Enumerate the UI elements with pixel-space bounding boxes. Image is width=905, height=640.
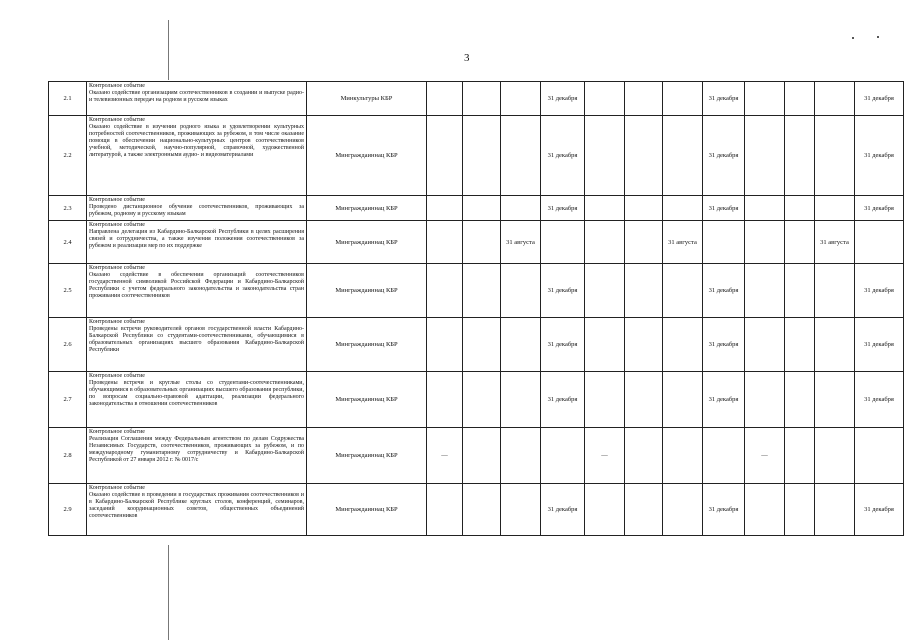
date-cell <box>663 428 703 484</box>
scan-speck <box>852 37 854 39</box>
row-number: 2.3 <box>49 196 87 221</box>
date-cell <box>785 428 815 484</box>
event-label: Контрольное событие <box>89 222 145 228</box>
date-cell <box>815 484 855 536</box>
date-cell <box>745 484 785 536</box>
event-text: Проведены встречи руководителей органов государственной власти Кабардино-Балкарской Республики со студентами-соотечественниками, обучающимися в образовательных организациях высшего образования Кабардино-Балкарской Республики <box>89 326 304 353</box>
date-cell: 31 декабря <box>703 264 745 318</box>
date-cell: 31 декабря <box>855 196 904 221</box>
date-cell: 31 декабря <box>703 318 745 372</box>
date-cell <box>815 318 855 372</box>
event-label: Контрольное событие <box>89 265 145 271</box>
date-cell <box>463 484 501 536</box>
date-cell <box>427 196 463 221</box>
event-label: Контрольное событие <box>89 197 145 203</box>
event-label: Контрольное событие <box>89 485 145 491</box>
date-cell <box>815 264 855 318</box>
date-cell: 31 декабря <box>541 264 585 318</box>
date-cell <box>427 264 463 318</box>
date-cell <box>785 264 815 318</box>
event-description <box>87 196 307 221</box>
date-cell <box>585 116 625 196</box>
page-number: 3 <box>464 52 470 64</box>
event-description <box>87 221 307 264</box>
date-cell <box>663 196 703 221</box>
table-row <box>49 318 904 372</box>
date-cell <box>855 428 904 484</box>
date-cell <box>625 116 663 196</box>
date-cell: 31 декабря <box>855 116 904 196</box>
responsible-org: Минграждаиннац КБР <box>307 372 427 428</box>
date-cell: 31 декабря <box>703 82 745 116</box>
date-cell <box>703 221 745 264</box>
responsible-org: Минграждаиннац КБР <box>307 428 427 484</box>
row-number: 2.5 <box>49 264 87 318</box>
date-cell <box>427 116 463 196</box>
table-row <box>49 264 904 318</box>
date-cell <box>703 428 745 484</box>
date-cell <box>785 196 815 221</box>
date-cell <box>785 372 815 428</box>
date-cell <box>541 221 585 264</box>
date-cell: — <box>427 428 463 484</box>
event-description <box>87 116 307 196</box>
date-cell <box>463 116 501 196</box>
date-cell <box>745 372 785 428</box>
responsible-org: Минграждаиннац КБР <box>307 318 427 372</box>
date-cell <box>463 264 501 318</box>
event-text: Оказано содействие в изучении родного языка и удовлетворении культурных потребностей соотечественников, проживающих за рубежом, в том числе оказание помощи в обеспечении национально-культурных центров соотечественников учебной, методической, научно-популярной, справочной, художественной литературой, а также электронными аудио- и видеоматериалами <box>89 124 304 158</box>
date-cell <box>625 318 663 372</box>
date-cell <box>745 318 785 372</box>
date-cell: 31 декабря <box>703 116 745 196</box>
date-cell: 31 декабря <box>855 484 904 536</box>
event-label: Контрольное событие <box>89 319 145 325</box>
event-text: Оказано содействие организациям соотечественников в создании и выпуске радио- и телевизионных передач на родном и русском языках <box>89 90 304 103</box>
date-cell <box>427 82 463 116</box>
scan-speck <box>877 36 879 38</box>
date-cell: 31 декабря <box>541 318 585 372</box>
row-number: 2.1 <box>49 82 87 116</box>
date-cell: — <box>585 428 625 484</box>
date-cell <box>625 196 663 221</box>
events-table <box>48 81 904 536</box>
date-cell: 31 декабря <box>855 264 904 318</box>
date-cell <box>463 428 501 484</box>
scan-fold-line <box>168 20 169 80</box>
date-cell: 31 декабря <box>703 484 745 536</box>
date-cell: 31 декабря <box>703 196 745 221</box>
event-label: Контрольное событие <box>89 117 145 123</box>
date-cell: 31 декабря <box>855 372 904 428</box>
table-row <box>49 196 904 221</box>
date-cell: 31 декабря <box>541 372 585 428</box>
date-cell <box>501 372 541 428</box>
responsible-org: Минграждаиннац КБР <box>307 484 427 536</box>
event-label: Контрольное событие <box>89 373 145 379</box>
date-cell <box>815 196 855 221</box>
date-cell <box>663 82 703 116</box>
event-description <box>87 82 307 116</box>
event-text: Направлена делегация из Кабардино-Балкарской Республики в целях расширения связей и сотрудничества, а также изучения положения соотечественников за рубежом и реализации мер по их поддержке <box>89 229 304 249</box>
date-cell <box>785 318 815 372</box>
date-cell: 31 декабря <box>541 82 585 116</box>
date-cell <box>663 318 703 372</box>
date-cell <box>501 428 541 484</box>
date-cell <box>501 196 541 221</box>
row-number: 2.7 <box>49 372 87 428</box>
event-description <box>87 318 307 372</box>
date-cell <box>463 82 501 116</box>
row-number: 2.6 <box>49 318 87 372</box>
event-text: Оказано содействие в проведении в государствах проживания соотечественников и в Кабардино-Балкарской Республике круглых столов, конференций, семинаров, заседаний координационных советов, общественных объединений соотечественников <box>89 492 304 519</box>
date-cell <box>585 484 625 536</box>
date-cell <box>427 484 463 536</box>
date-cell: 31 декабря <box>703 372 745 428</box>
date-cell <box>745 82 785 116</box>
date-cell <box>815 428 855 484</box>
date-cell <box>427 372 463 428</box>
table-row <box>49 221 904 264</box>
event-text: Проведены встречи и круглые столы со студентами-соотечественниками, обучающимися в образовательных организациях высшего образования республики, по вопросам социально-правовой адаптации, реализации федерального законодательства в отношении соотечественников <box>89 380 304 407</box>
table-row <box>49 82 904 116</box>
date-cell <box>745 264 785 318</box>
date-cell <box>541 428 585 484</box>
date-cell <box>625 221 663 264</box>
table-row <box>49 428 904 484</box>
date-cell <box>427 221 463 264</box>
date-cell: 31 декабря <box>541 196 585 221</box>
date-cell <box>501 318 541 372</box>
date-cell <box>625 484 663 536</box>
event-description <box>87 372 307 428</box>
date-cell <box>463 318 501 372</box>
date-cell <box>663 116 703 196</box>
date-cell: — <box>745 428 785 484</box>
responsible-org: Минграждаиннац КБР <box>307 264 427 318</box>
date-cell <box>585 221 625 264</box>
date-cell <box>501 484 541 536</box>
date-cell <box>785 116 815 196</box>
responsible-org: Минкультуры КБР <box>307 82 427 116</box>
date-cell: 31 августа <box>501 221 541 264</box>
event-description <box>87 428 307 484</box>
date-cell <box>785 82 815 116</box>
date-cell <box>745 196 785 221</box>
date-cell <box>501 82 541 116</box>
date-cell <box>745 116 785 196</box>
date-cell <box>625 428 663 484</box>
date-cell <box>785 221 815 264</box>
date-cell: 31 декабря <box>855 318 904 372</box>
date-cell <box>625 372 663 428</box>
date-cell: 31 августа <box>815 221 855 264</box>
date-cell <box>855 221 904 264</box>
date-cell <box>463 372 501 428</box>
date-cell <box>815 82 855 116</box>
date-cell <box>501 264 541 318</box>
date-cell: 31 августа <box>663 221 703 264</box>
date-cell <box>663 264 703 318</box>
row-number: 2.4 <box>49 221 87 264</box>
date-cell <box>463 196 501 221</box>
date-cell <box>463 221 501 264</box>
date-cell <box>663 484 703 536</box>
responsible-org: Минграждаиннац КБР <box>307 196 427 221</box>
date-cell <box>501 116 541 196</box>
event-text: Оказано содействие в обеспечении организаций соотечественников государственной символикой Российской Федерации и Кабардино-Балкарской Республики с учетом федерального законодательства и законодательства стран проживания соотечественников <box>89 272 304 299</box>
table-row <box>49 484 904 536</box>
row-number: 2.9 <box>49 484 87 536</box>
date-cell <box>815 116 855 196</box>
date-cell <box>585 196 625 221</box>
scan-fold-line <box>168 545 169 640</box>
event-label: Контрольное событие <box>89 83 145 89</box>
date-cell: 31 декабря <box>855 82 904 116</box>
event-text: Реализация Соглашения между Федеральным агентством по делам Содружества Независимых Государств, соотечественников, проживающих за рубежом, и по международному гуманитарному сотрудничеству и Кабардино-Балкарской Республикой от 27 января 2012 г. № 0017/с <box>89 436 304 463</box>
date-cell <box>427 318 463 372</box>
event-text: Проведено дистанционное обучение соотечественников, проживающих за рубежом, родному и русскому языкам <box>89 204 304 217</box>
date-cell <box>585 82 625 116</box>
date-cell <box>625 82 663 116</box>
row-number: 2.8 <box>49 428 87 484</box>
table-row <box>49 116 904 196</box>
responsible-org: Минграждаиннац КБР <box>307 221 427 264</box>
date-cell: 31 декабря <box>541 116 585 196</box>
event-label: Контрольное событие <box>89 429 145 435</box>
event-description <box>87 484 307 536</box>
event-description <box>87 264 307 318</box>
date-cell <box>663 372 703 428</box>
table-row <box>49 372 904 428</box>
date-cell <box>785 484 815 536</box>
date-cell: 31 декабря <box>541 484 585 536</box>
date-cell <box>585 372 625 428</box>
date-cell <box>625 264 663 318</box>
date-cell <box>815 372 855 428</box>
date-cell <box>585 318 625 372</box>
row-number: 2.2 <box>49 116 87 196</box>
date-cell <box>745 221 785 264</box>
responsible-org: Минграждаиннац КБР <box>307 116 427 196</box>
date-cell <box>585 264 625 318</box>
